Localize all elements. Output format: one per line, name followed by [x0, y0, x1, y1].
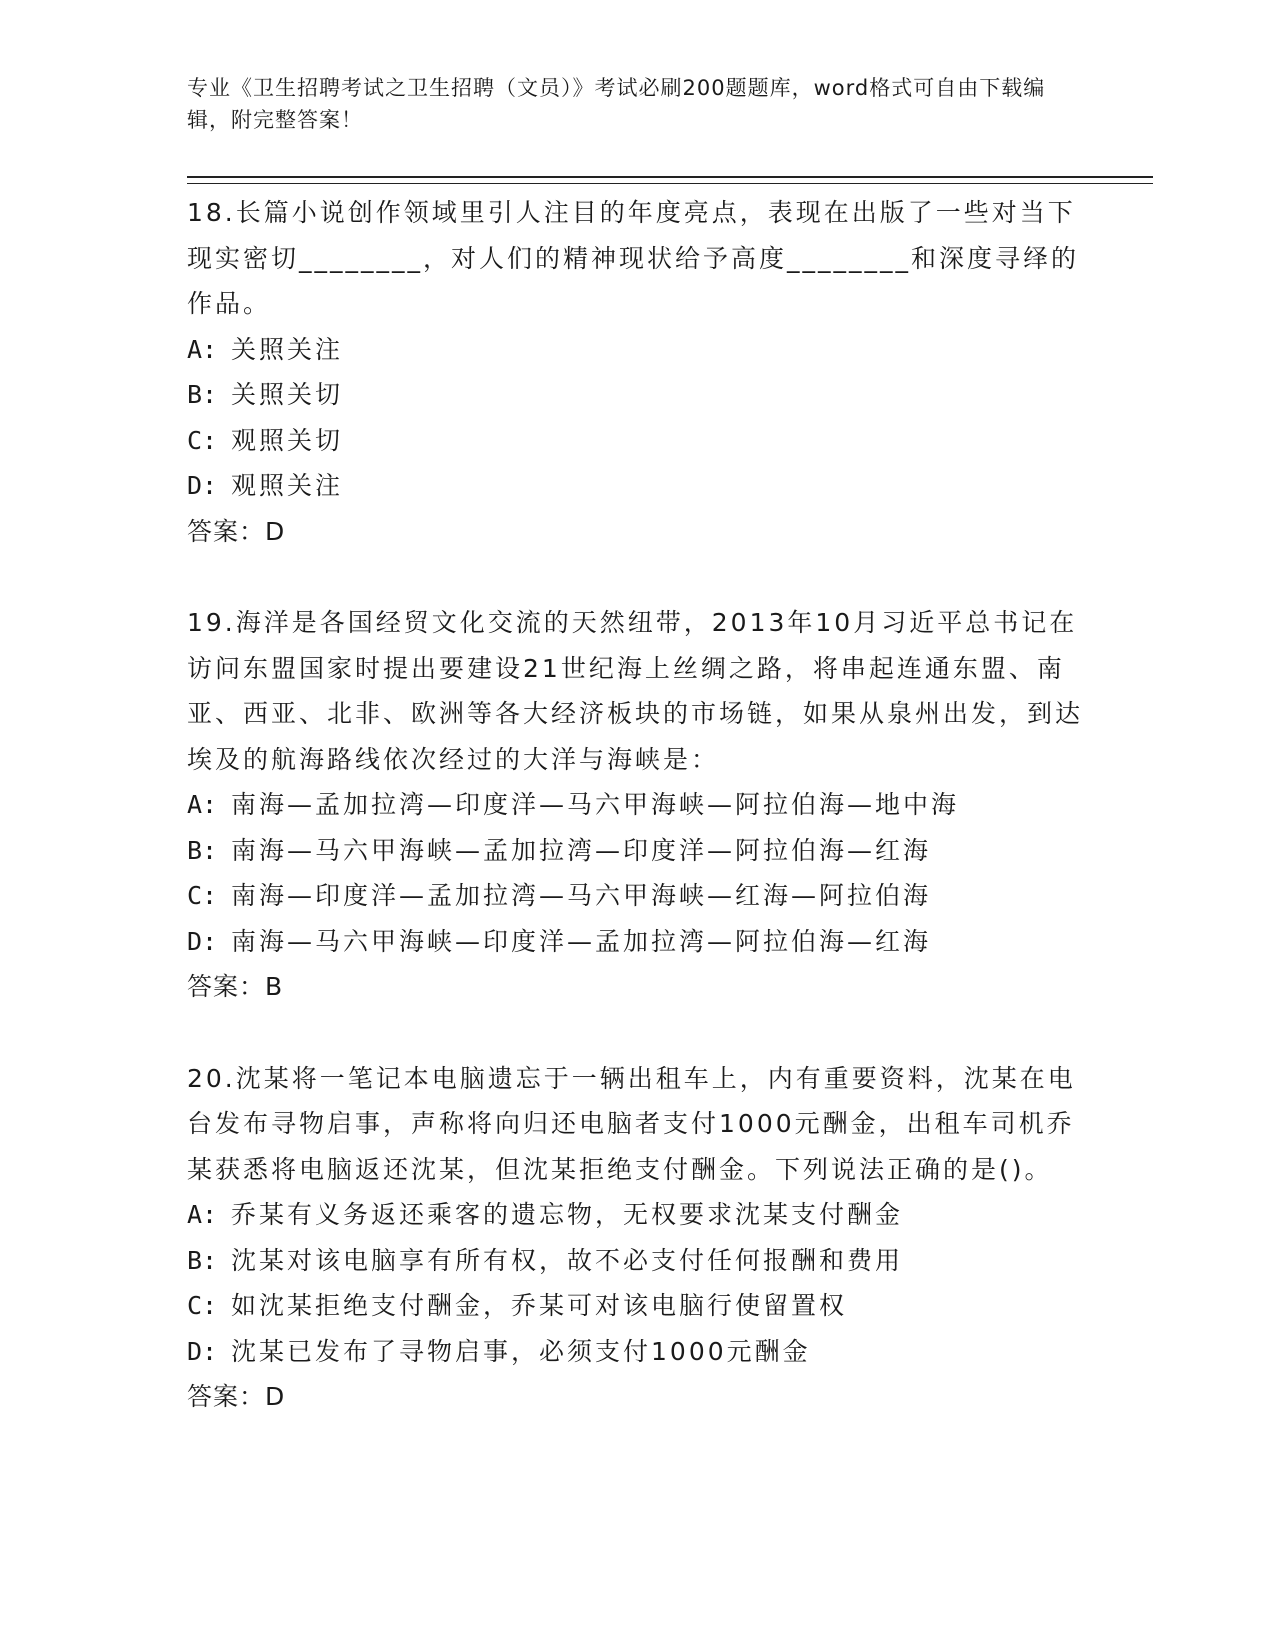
header-rule-thick: [187, 176, 1153, 178]
option-c: [187, 1283, 1087, 1329]
option-text: 乔某有义务返还乘客的遗忘物，无权要求沈某支付酬金: [231, 1200, 904, 1229]
header-rule-thin: [187, 183, 1153, 184]
option-a: [187, 782, 1087, 828]
option-d: [187, 1329, 1087, 1375]
option-letter: A:: [187, 334, 218, 364]
option-text: 南海—马六甲海峡—孟加拉湾—印度洋—阿拉伯海—红海: [231, 835, 932, 865]
option-text: 南海—印度洋—孟加拉湾—马六甲海峡—红海—阿拉伯海: [231, 881, 932, 910]
option-letter: B:: [187, 835, 218, 865]
option-text: 如沈某拒绝支付酬金，乔某可对该电脑行使留置权: [231, 1291, 848, 1320]
option-letter: D:: [187, 926, 218, 956]
option-text: 南海—孟加拉湾—印度洋—马六甲海峡—阿拉伯海—地中海: [231, 790, 960, 819]
question-stem: 20.沈某将一笔记本电脑遗忘于一辆出租车上，内有重要资料，沈某在电台发布寻物启事，声称将向归还电脑者支付1000元酬金，出租车司机乔某获悉将电脑返还沈某，但沈某拒绝支付酬金。下列说法正确的是()。: [187, 1063, 1076, 1184]
option-d: [187, 919, 1087, 965]
option-letter: C:: [187, 1291, 218, 1320]
option-letter: B:: [187, 380, 218, 409]
question-18: [187, 190, 1087, 554]
option-d: [187, 463, 1087, 509]
option-b: [187, 1238, 1087, 1284]
option-b: [187, 828, 1087, 874]
document-header: 专业《卫生招聘考试之卫生招聘（文员）》考试必刷200题题库，word格式可自由下载编辑，附完整答案！: [187, 76, 1046, 132]
option-text: 关照关注: [231, 334, 344, 364]
option-letter: D:: [187, 471, 218, 500]
option-c: [187, 873, 1087, 919]
option-text: 观照关注: [231, 471, 344, 500]
question-20: [187, 1056, 1087, 1420]
option-a: [187, 1192, 1087, 1238]
option-letter: B:: [187, 1245, 218, 1275]
question-stem: 19.海洋是各国经贸文化交流的天然纽带，2013年10月习近平总书记在访问东盟国家时提出要建设21世纪海上丝绸之路，将串起连通东盟、南亚、西亚、北非、欧洲等各大经济板块的市场链，如果从泉州出发，到达埃及的航海路线依次经过的大洋与海峡是：: [187, 608, 1084, 774]
option-c: [187, 418, 1087, 464]
question-19: [187, 600, 1087, 1010]
answer-line: 答案：D: [187, 1382, 286, 1411]
option-text: 沈某对该电脑享有所有权，故不必支付任何报酬和费用: [231, 1245, 904, 1275]
option-text: 关照关切: [231, 380, 344, 409]
answer-line: 答案：B: [187, 972, 284, 1001]
option-a: [187, 327, 1087, 373]
option-text: 观照关切: [231, 425, 344, 455]
option-letter: D:: [187, 1336, 218, 1366]
question-list: [187, 190, 1087, 1466]
option-letter: C:: [187, 425, 218, 455]
question-stem: 18.长篇小说创作领域里引人注目的年度亮点，表现在出版了一些对当下现实密切________，对人们的精神现状给予高度________和深度寻绎的作品。: [187, 198, 1080, 318]
option-b: [187, 372, 1087, 418]
option-letter: A:: [187, 1200, 218, 1229]
option-text: 沈某已发布了寻物启事，必须支付1000元酬金: [231, 1336, 811, 1366]
option-letter: A:: [187, 790, 218, 819]
option-text: 南海—马六甲海峡—印度洋—孟加拉湾—阿拉伯海—红海: [231, 926, 932, 956]
answer-line: 答案：D: [187, 516, 286, 546]
option-letter: C:: [187, 881, 218, 910]
